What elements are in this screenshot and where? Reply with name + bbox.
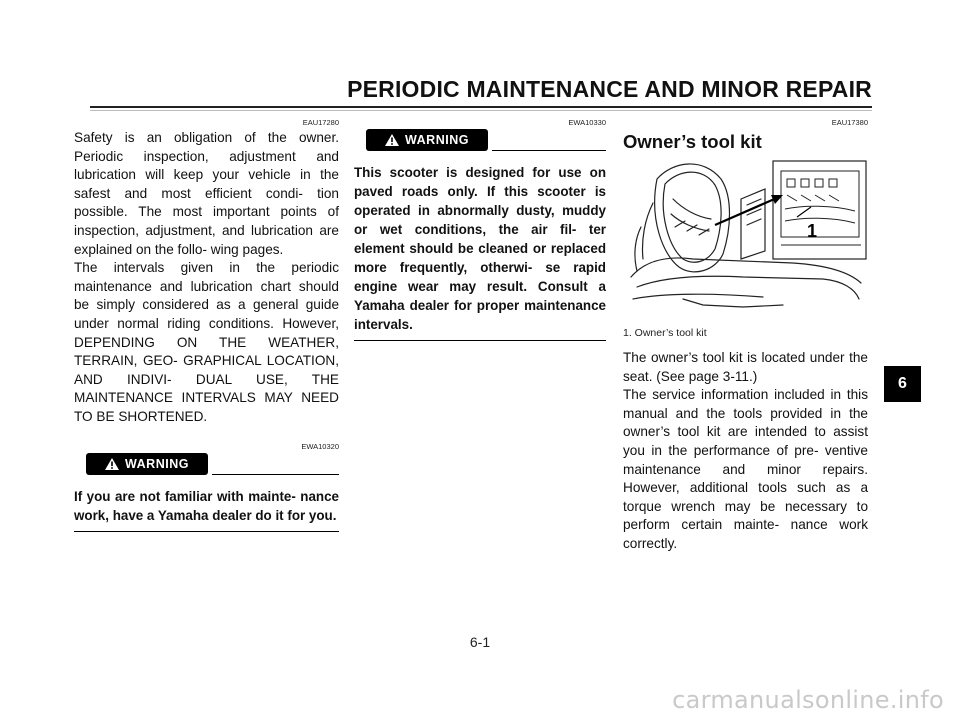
warning-code: EWA10330 (568, 118, 606, 127)
tool-kit-text (623, 349, 868, 554)
page-number: 6-1 (469, 634, 491, 650)
chapter-tab: 6 (884, 366, 921, 402)
warning-header (74, 453, 339, 477)
header-rule (90, 106, 872, 108)
warning-badge (366, 129, 488, 151)
reference-code: EAU17280 (302, 118, 339, 127)
paragraph: Safety is an obligation of the owner. Periodic inspection, adjustment and lubrication will keep your vehicle in the safest and most efficient condi- tion possible. The most important points of inspection, adjustment, and lubrication are explained on the follo- wing pages. (74, 130, 339, 257)
watermark: carmanualsonline.info (672, 686, 944, 714)
paragraph: The service information included in this manual and the tools provided in the owner’s tool kit are intended to assist you in the performance of pre- ventive maintenance and minor repairs. However, additional tools such as a torque wrench may be necessary to perform certain mainte- nance work correctly. (623, 387, 868, 551)
reference-code: EAU17380 (831, 118, 868, 127)
column-2 (354, 117, 606, 341)
scooter-seat-drawing (623, 159, 868, 319)
chapter-title: PERIODIC MAINTENANCE AND MINOR REPAIR (347, 76, 872, 102)
warning-rule (212, 474, 339, 475)
page-header (90, 76, 872, 112)
warning-text: If you are not familiar with mainte- nance work, have a Yamaha dealer do it for you. (74, 487, 339, 532)
column-3 (623, 117, 868, 554)
figure-callout-number: 1 (807, 221, 818, 241)
warning-triangle-icon (105, 458, 119, 470)
warning-text: This scooter is designed for use on paved roads only. If this scooter is operated in abnormally dusty, muddy or wet conditions, the air fil- ter element should be cleaned or replaced more frequently, otherwi- se rapid engine wear may result. Consult a Yamaha dealer for proper maintenance intervals. (354, 163, 606, 341)
paragraph: The owner’s tool kit is located under the seat. (See page 3-11.) (623, 350, 868, 384)
warning-header (354, 129, 606, 153)
paragraph: The intervals given in the periodic maintenance and lubrication chart should be simply considered as a general guide under normal riding conditions. However, DEPENDING ON THE WEATHER, TERRAIN, GEO- GRAPHICAL LOCATION, AND INDIVI- DUAL USE, THE MAINTENANCE INTERVALS MAY NEED TO BE SHORTENED. (74, 260, 339, 424)
column-1 (74, 117, 339, 532)
figure-caption: 1. Owner’s tool kit (623, 327, 707, 339)
warning-code: EWA10320 (301, 441, 339, 451)
warning-triangle-icon (385, 134, 399, 146)
warning-box (74, 441, 339, 532)
warning-rule (492, 150, 606, 151)
header-rule-thin (90, 110, 872, 111)
warning-badge (86, 453, 208, 475)
warning-label: WARNING (125, 456, 189, 471)
section-title: Owner’s tool kit (623, 131, 762, 152)
intro-text (74, 129, 339, 427)
tool-kit-illustration (623, 159, 868, 319)
warning-label: WARNING (405, 133, 469, 147)
